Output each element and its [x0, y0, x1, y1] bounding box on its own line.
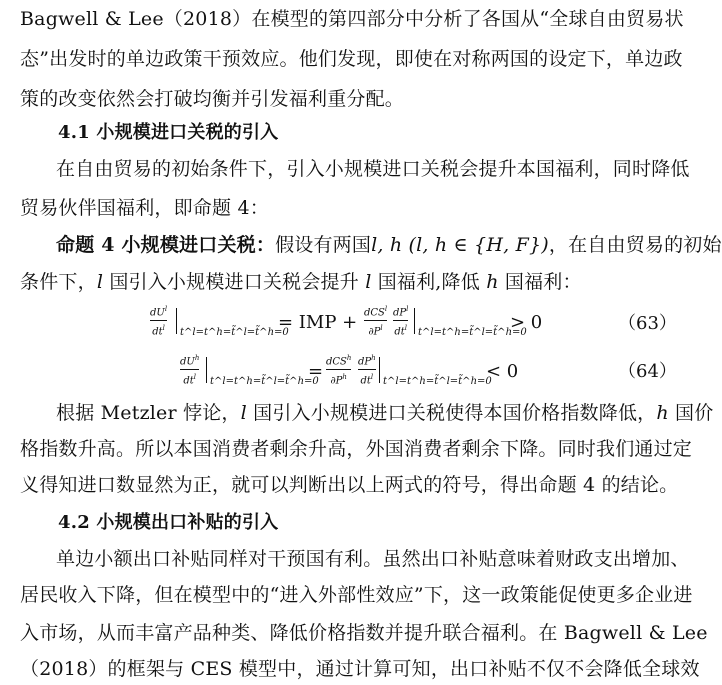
equation-number-63: （63）	[618, 313, 677, 334]
paragraph-line: 入市场，从而丰富产品种类、降低价格指数并提升联合福利。在 Bagwell & Lee	[20, 622, 708, 644]
math-var: l	[240, 402, 247, 424]
paragraph-line: 贸易伙伴国福利，即命题 4：	[20, 197, 269, 219]
text: 条件下，	[20, 271, 97, 293]
proposition-line	[20, 270, 680, 294]
math-var: l	[96, 271, 104, 293]
proposition-label: 命题 4 小规模进口关税：	[56, 234, 276, 256]
paragraph-line: 格指数升高。所以本国消费者剩余升高，外国消费者剩余下降。同时我们通过定	[20, 438, 693, 460]
math-var: l	[365, 271, 372, 293]
fraction-du-dt: $dU^h$ $dt^l$	[180, 354, 200, 387]
evaluation-bar	[379, 357, 380, 383]
evaluation-condition: t^l=t^h=t̃^l=t̃^h=0	[210, 376, 319, 387]
equation-rhs: < 0	[486, 361, 519, 382]
paragraph-line: 居民收入下降，但在模型中的“进入外部性效应”下，这一政策能促使更多企业进	[20, 584, 693, 606]
fraction-dcs-dp: dCS$^h$ $\partial P^h$	[326, 354, 352, 387]
paragraph-line: Bagwell & Lee（2018）在模型的第四部分中分析了各国从“全球自由贸易状	[20, 8, 684, 30]
proposition-line	[56, 233, 722, 257]
paragraph-line: 态”出发时的单边政策干预效应。他们发现，即使在对称两国的设定下，单边政	[20, 48, 683, 70]
proposition-math: l, h (l, h ∈ {H, F})	[371, 234, 549, 256]
text: 国引入小规模进口关税使得本国价格指数降低，	[246, 402, 657, 424]
fraction-dp-dt: $dP^l$ $dt^l$	[393, 305, 409, 338]
equation-63	[150, 303, 550, 345]
evaluation-bar	[414, 308, 415, 334]
fraction-dcs-dp: dCS$^l$ $\partial P^l$	[364, 305, 388, 338]
fraction-du-dt: $dU^l$ $dt^l$	[150, 305, 168, 338]
proposition-text: ，在自由贸易的初始	[548, 234, 722, 256]
fraction-dp-dt: $dP^h$ $dt^l$	[358, 354, 376, 387]
evaluation-condition: t^l=t^h=t̃^l=t̃^h=0	[383, 376, 492, 387]
paragraph-line: 在自由贸易的初始条件下，引入小规模进口关税会提升本国福利，同时降低	[56, 158, 690, 180]
paragraph-line	[56, 401, 714, 425]
paragraph-line: （2018）的框架与 CES 模型中，通过计算可知，出口补贴不仅不会降低全球效	[20, 658, 700, 680]
text: 国引入小规模进口关税会提升	[103, 271, 366, 293]
paragraph-line: 义得知进口数显然为正，就可以判断出以上两式的符号，得出命题 4 的结论。	[20, 474, 679, 496]
evaluation-bar	[176, 308, 177, 334]
equation-number-64: （64）	[618, 361, 677, 382]
section-heading-4-2: 4.2 小规模出口补贴的引入	[58, 512, 279, 533]
text: 国价	[668, 402, 714, 424]
paragraph-line: 单边小额出口补贴同样对干预国有利。虽然出口补贴意味着财政支出增加、	[56, 548, 690, 570]
equation-middle: = IMP +	[278, 312, 358, 333]
math-var: h	[486, 271, 499, 293]
proposition-text: 假设有两国	[275, 234, 372, 256]
math-var: h	[656, 402, 669, 424]
evaluation-condition: t^l=t^h=t̃^l=t̃^h=0	[180, 327, 289, 338]
paragraph-line: 策的改变依然会打破均衡并引发福利重分配。	[20, 88, 405, 110]
text: 国福利：	[498, 271, 582, 293]
evaluation-bar	[206, 357, 207, 383]
section-heading-4-1: 4.1 小规模进口关税的引入	[58, 122, 279, 143]
evaluation-condition: t^l=t^h=t̃^l=t̃^h=0	[418, 327, 527, 338]
equation-middle: =	[308, 361, 324, 382]
text: 国福利,降低	[371, 271, 487, 293]
equation-rhs: > 0	[510, 312, 543, 333]
equation-64	[150, 352, 550, 394]
text: 根据 Metzler 悖论，	[56, 402, 241, 424]
